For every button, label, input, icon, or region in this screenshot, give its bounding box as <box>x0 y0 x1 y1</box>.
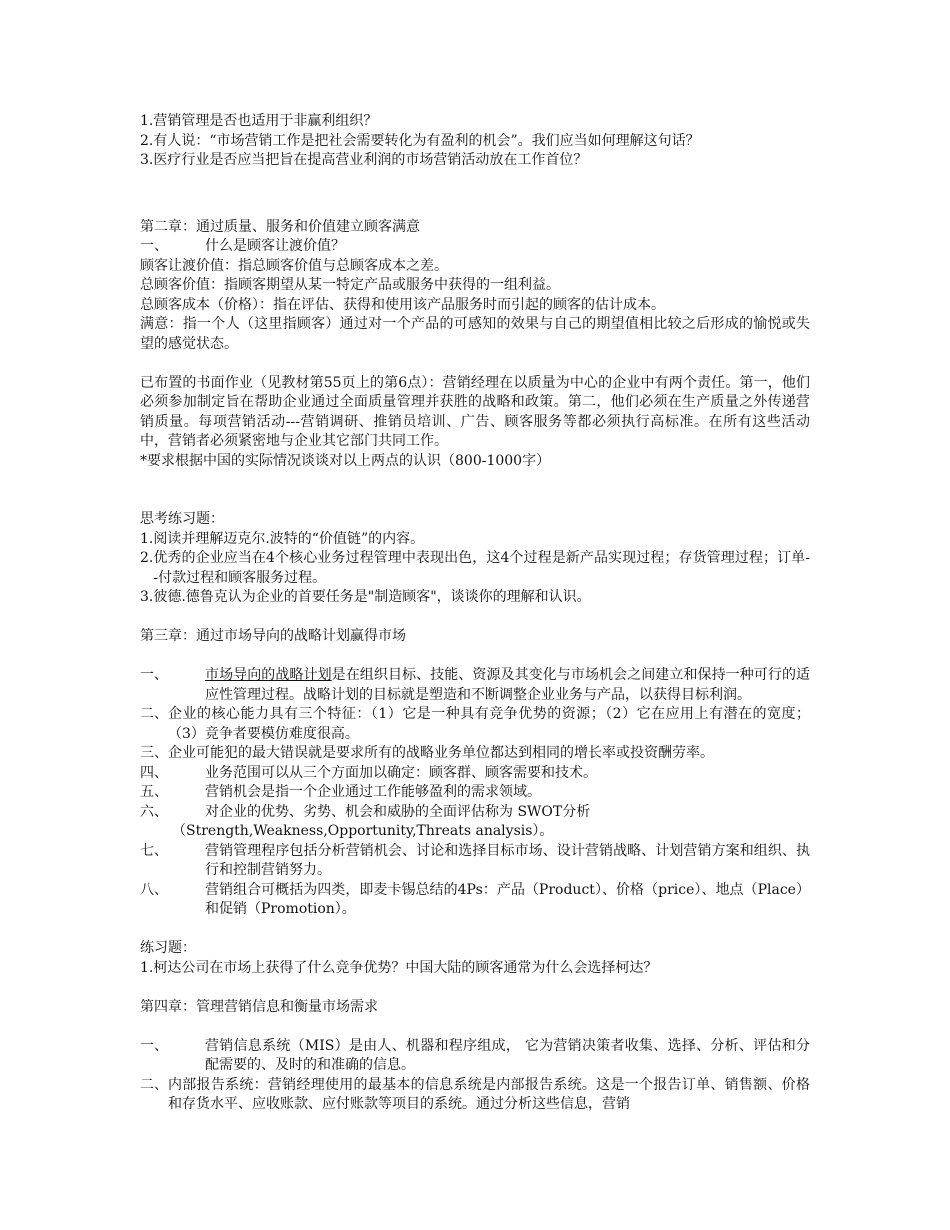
item-text: 营销组合可概括为四类，即麦卡锡总结的4Ps：产品（Product）、价格（price）、地点（Place）和促销（Promotion）。 <box>205 881 810 917</box>
question-line: 1.营销管理是否也适用于非赢利组织？ <box>140 113 378 129</box>
item-marker: 八、 <box>140 881 168 898</box>
exercise-item: 1.柯达公司在市场上获得了什么竞争优势？中国大陆的顾客通常为什么会选择柯达？ <box>140 959 658 976</box>
item-text: 内部报告系统：营销经理使用的最基本的信息系统是内部报告系统。这是一个报告订单、销售额、价格和存货水平、应收账款、应付账款等项目的系统。通过分析这些信息，营销 <box>168 1076 810 1112</box>
exercise-heading: 练习题： <box>140 940 196 956</box>
numbered-item <box>140 764 810 784</box>
section-heading <box>140 237 810 257</box>
numbered-item <box>140 744 810 764</box>
item-text: 企业的核心能力具有三个特征：（1）它是一种具有竞争优势的资源；（2）它在应用上有潜在的宽度；（3）竞争者要模仿难度很高。 <box>168 706 810 742</box>
numbered-item <box>140 705 810 744</box>
item-text: 营销信息系统（MIS）是由人、机器和程序组成， 它为营销决策者收集、选择、分析、评估和分配需要的、及时的和准确的信息。 <box>205 1037 810 1073</box>
homework-requirement: *要求根据中国的实际情况谈谈对以上两点的认识（800-1000字） <box>140 452 551 469</box>
item-text-rest: 是在组织目标、技能、资源及其变化与市场机会之间建立和保持一种可行的适应性管理过程。战略计划的目标就是塑造和不断调整企业业务与产品，以获得目标利润。 <box>205 667 811 703</box>
numbered-item <box>140 666 810 705</box>
item-marker: 六、 <box>140 803 168 820</box>
item-marker: 二、 <box>140 1076 168 1093</box>
item-marker: 五、 <box>140 784 168 800</box>
numbered-item <box>140 783 810 803</box>
item-marker: 三、 <box>140 745 168 761</box>
exercise-heading: 思考练习题： <box>140 511 224 527</box>
item-marker: 2. <box>140 550 154 566</box>
item-text: 对企业的优势、劣势、机会和威胁的全面评估称为 SWOT分析 <box>205 803 591 820</box>
item-text <box>205 666 810 705</box>
item-marker: 一、 <box>140 1037 168 1054</box>
underlined-term: 市场导向的战略计划 <box>205 667 332 683</box>
definition-line: 满意：指一个人（这里指顾客）通过对一个产品的可感知的效果与自己的期望值相比较之后形成的愉悦或失望的感觉状态。 <box>140 316 810 352</box>
numbered-item <box>140 1037 810 1076</box>
chapter-4-title: 第四章：管理营销信息和衡量市场需求 <box>140 998 378 1015</box>
item-text: 营销管理程序包括分析营销机会、讨论和选择目标市场、设计营销战略、计划营销方案和组织、执行和控制营销努力。 <box>205 842 810 878</box>
numbered-item <box>140 1076 810 1115</box>
item-marker: 七、 <box>140 842 168 859</box>
item-text: 阅读并理解迈克尔.波特的“价值链”的内容。 <box>153 530 425 547</box>
item-text: 企业可能犯的最大错误就是要求所有的战略业务单位都达到相同的增长率或投资酬劳率。 <box>168 745 714 761</box>
item-marker: 四、 <box>140 764 168 781</box>
item-marker: 1. <box>140 530 154 547</box>
chapter-2-title: 第二章：通过质量、服务和价值建立顾客满意 <box>140 218 420 235</box>
numbered-item <box>140 881 810 920</box>
item-text: 彼德.德鲁克认为企业的首要任务是"制造顾客"，谈谈你的理解和认识。 <box>153 589 591 605</box>
definition-line: 总顾客价值：指顾客期望从某一特定产品或服务中获得的一组利益。 <box>140 277 560 293</box>
question-line: 2.有人说：“市场营销工作是把社会需要转化为有盈利的机会”。我们应当如何理解这句话？ <box>140 132 700 149</box>
numbered-item <box>140 842 810 881</box>
section-heading-text: 什么是顾客让渡价值？ <box>205 238 345 254</box>
exercise-item <box>140 530 810 550</box>
document-page <box>140 112 810 1115</box>
item-text: 优秀的企业应当在4个核心业务过程管理中表现出色，这4个过程是新产品实现过程；存货管理过程；订单--付款过程和顾客服务过程。 <box>153 550 810 586</box>
item-marker: 一、 <box>140 667 168 683</box>
exercise-item <box>140 588 810 608</box>
item-marker: 一、 <box>140 238 168 254</box>
item-marker: 二、 <box>140 706 168 722</box>
item-marker: 3. <box>140 589 154 605</box>
item-text: 业务范围可以从三个方面加以确定：顾客群、顾客需要和技术。 <box>205 764 597 781</box>
item-continuation: （Strength,Weakness,Opportunity,Threats analysis）。 <box>172 823 554 839</box>
item-text: 营销机会是指一个企业通过工作能够盈利的需求领域。 <box>205 784 541 800</box>
definition-line: 顾客让渡价值：指总顾客价值与总顾客成本之差。 <box>140 257 448 274</box>
exercise-item <box>140 549 810 588</box>
definition-line: 总顾客成本（价格）：指在评估、获得和使用该产品服务时而引起的顾客的估计成本。 <box>140 296 665 313</box>
numbered-item <box>140 803 810 823</box>
question-line: 3.医疗行业是否应当把旨在提高营业利润的市场营销活动放在工作首位？ <box>140 152 588 168</box>
chapter-3-title: 第三章：通过市场导向的战略计划赢得市场 <box>140 628 406 644</box>
homework-paragraph: 已布置的书面作业（见教材第55页上的第6点）：营销经理在以质量为中心的企业中有两个责任。第一，他们必须参加制定旨在帮助企业通过全面质量管理并获胜的战略和政策。第二，他们必须在生产质量之外传递营销质量。每项营销活动---营销调研、推销员培训、广告、顾客服务等都必须执行高标准。在所有这些活动中，营销者必须紧密地与企业其它部门共同工作。 <box>140 374 810 449</box>
